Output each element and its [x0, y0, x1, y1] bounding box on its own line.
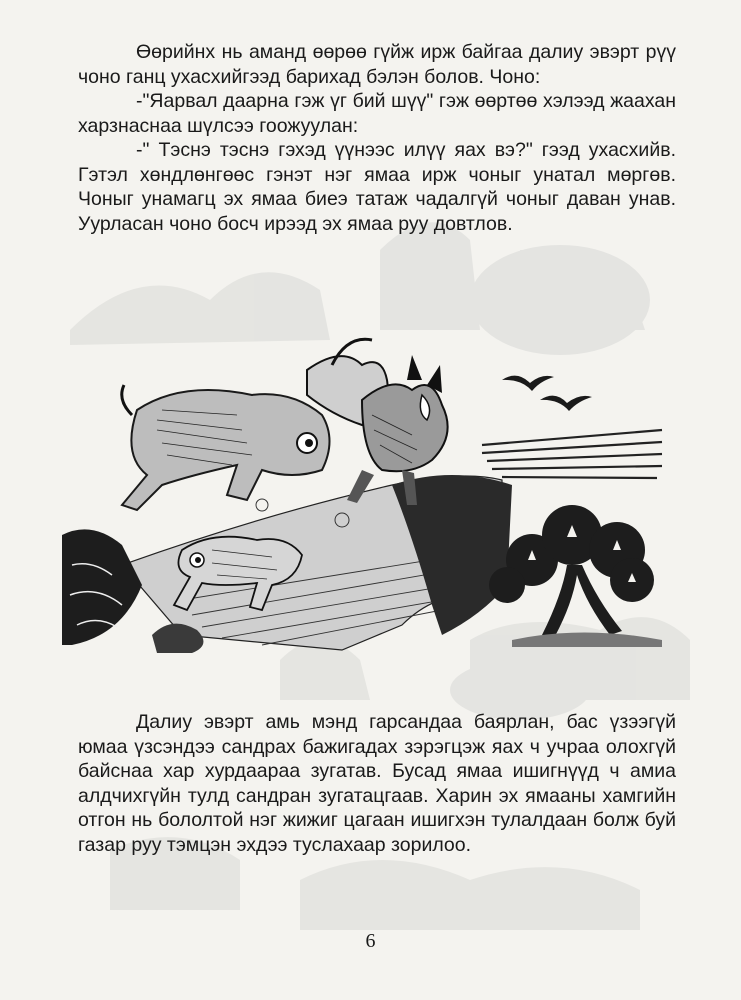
paragraph: Далиу эвэрт амь мэнд гарсандаа баярлан, бас үзээгүй юмаа үзсэндээ сандрах бажигадах зэрэгцэж яах ч учраа олохгүй байснаа хар хурдаараа зугатав. Бусад ямаа ишигнүүд ч амиа алдчихгүйн тулд сандран зугатацгаав. Харин эх ямааны хамгийн отгон нь бололтой нэг жижиг цагаан ишигхэн тулалдаан болж буй газар руу тэмцэн эхдээ туслахаар зорилоо. [78, 711, 676, 856]
page-number: 6 [365, 930, 376, 952]
rocks-left [62, 529, 142, 645]
bird [502, 376, 554, 391]
illustration-goats-and-wolf [62, 335, 667, 655]
paragraph: -" Тэснэ тэснэ гэхэд үүнээс илүү яах вэ?" гээд ухасхийв. Гэтэл хөндлөнгөөс гэнэт нэг ямаа ирж чоныг унатал мөргөв. Чоныг унамагц эх ямаа биеэ татаж чадалгүй чоныг даван унав. Уурласан чоно босч ирээд эх ямаа руу довтлов. [78, 139, 676, 235]
goat-large [122, 390, 330, 510]
paragraph: Өөрийнх нь аманд өөрөө гүйж ирж байгаа далиу эвэрт рүү чоно ганц ухасхийгээд барихад бэлэн болов. Чоно: [78, 41, 676, 88]
story-text-top [78, 40, 676, 236]
paragraph: -"Яарвал даарна гэж үг бий шүү" гэж өөртөө хэлээд жаахан харзнаснаа шүлсээ гоожуулан: [78, 90, 676, 137]
story-text-bottom [78, 710, 676, 857]
bird [540, 396, 592, 411]
wolf [362, 384, 448, 471]
